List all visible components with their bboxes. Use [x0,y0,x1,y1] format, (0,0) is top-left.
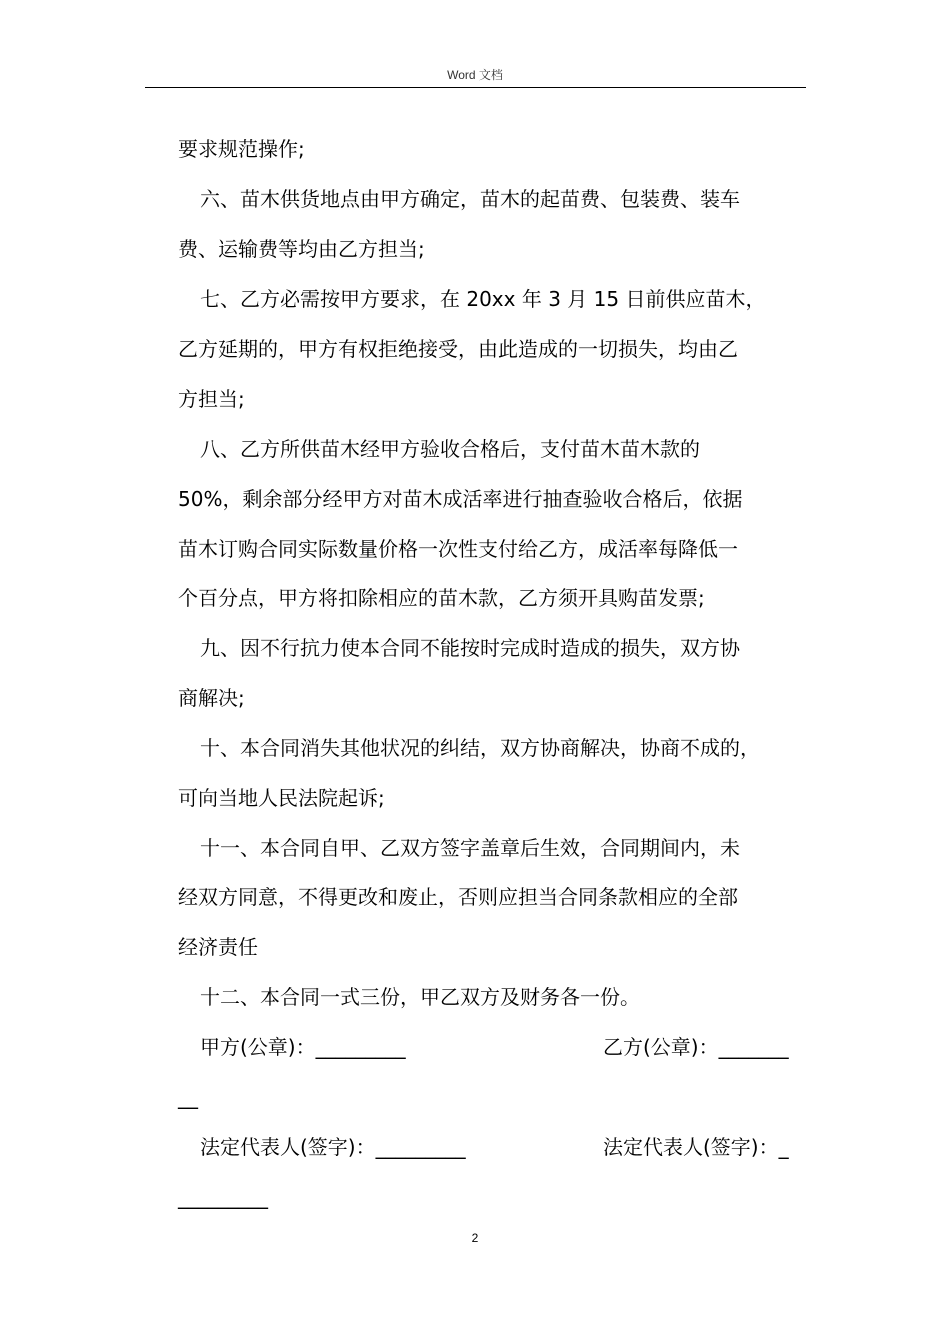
text-line: 可向当地人民法院起诉; [178,786,385,810]
text-line: 十一、本合同自甲、乙双方签字盖章后生效，合同期间内，未 [200,836,740,860]
party-b-seal-line-continued: __ [178,1085,198,1109]
party-b-rep-line: 法定代表人(签字)：_ [603,1135,789,1159]
text-line: 50%，剩余部分经甲方对苗木成活率进行抽查验收合格后，依据 [178,487,743,511]
text-line: 六、苗木供货地点由甲方确定，苗木的起苗费、包装费、装车 [200,187,740,211]
text-line: 要求规范操作; [178,137,305,161]
page-number: 2 [471,1231,479,1245]
party-a-seal-line: 甲方(公章)：_________ [200,1035,406,1059]
text-line: 经济责任 [178,935,258,959]
text-line: 八、乙方所供苗木经甲方验收合格后，支付苗木苗木款的 [200,437,700,461]
text-line: 乙方延期的，甲方有权拒绝接受，由此造成的一切损失，均由乙 [178,337,738,361]
page-header-title: Word 文档 [447,68,503,82]
text-line: 九、因不行抗力使本合同不能按时完成时造成的损失，双方协 [200,636,740,660]
text-line: 方担当; [178,387,245,411]
header-divider [145,87,806,88]
text-line: 十二、本合同一式三份，甲乙双方及财务各一份。 [200,985,640,1009]
text-line: 个百分点，甲方将扣除相应的苗木款，乙方须开具购苗发票; [178,586,705,610]
text-line: 十、本合同消失其他状况的纠结，双方协商解决，协商不成的， [200,736,760,760]
text-line: 经双方同意，不得更改和废止，否则应担当合同条款相应的全部 [178,885,738,909]
text-line: 苗木订购合同实际数量价格一次性支付给乙方，成活率每降低一 [178,537,738,561]
text-line: 商解决; [178,686,245,710]
party-a-rep-line: 法定代表人(签字)：_________ [200,1135,466,1159]
party-b-rep-line-continued: _________ [178,1185,268,1209]
party-b-seal-line: 乙方(公章)：_______ [603,1035,789,1059]
text-line: 七、乙方必需按甲方要求，在 20xx 年 3 月 15 日前供应苗木， [200,287,766,311]
text-line: 费、运输费等均由乙方担当; [178,237,425,261]
